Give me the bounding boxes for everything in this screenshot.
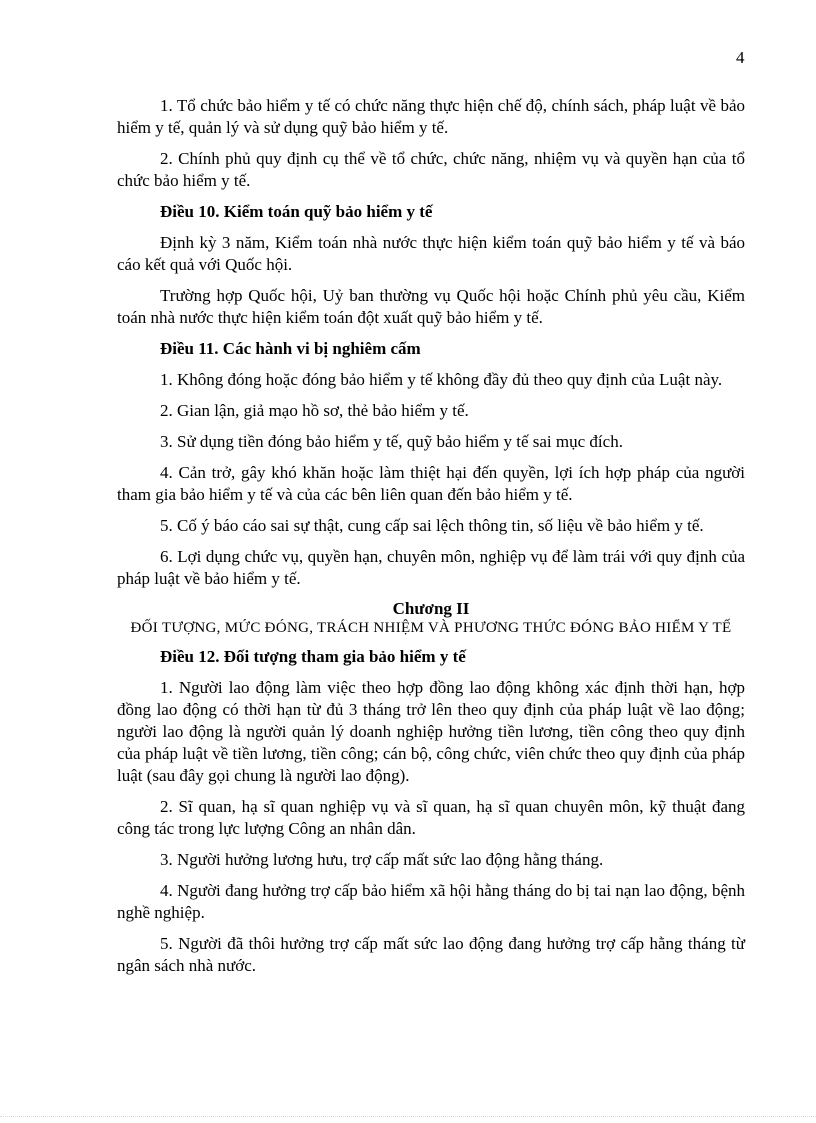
article-10-para-2: Trường hợp Quốc hội, Uỷ ban thường vụ Quốc hội hoặc Chính phủ yêu cầu, Kiểm toán nhà nước thực hiện kiểm toán đột xuất quỹ bảo hiểm y tế. <box>117 286 745 327</box>
article-10-para-1: Định kỳ 3 năm, Kiểm toán nhà nước thực hiện kiểm toán quỹ bảo hiểm y tế và báo cáo kết quả với Quốc hội. <box>117 233 745 274</box>
article-11-clause-6: 6. Lợi dụng chức vụ, quyền hạn, chuyên môn, nghiệp vụ để làm trái với quy định của pháp luật về bảo hiểm y tế. <box>117 547 745 588</box>
article-12-clause-4: 4. Người đang hưởng trợ cấp bảo hiểm xã hội hằng tháng do bị tai nạn lao động, bệnh nghề nghiệp. <box>117 881 745 922</box>
article-9-clause-1: 1. Tổ chức bảo hiểm y tế có chức năng thực hiện chế độ, chính sách, pháp luật về bảo hiểm y tế, quản lý và sử dụng quỹ bảo hiểm y tế. <box>117 96 745 137</box>
article-12-clause-1: 1. Người lao động làm việc theo hợp đồng lao động không xác định thời hạn, hợp đồng lao động có thời hạn từ đủ 3 tháng trở lên theo quy định của pháp luật về lao động; người lao động là người quản lý doanh nghiệp hưởng tiền lương, tiền công theo quy định của pháp luật về tiền lương, tiền công; cán bộ, công chức, viên chức theo quy định của pháp luật (sau đây gọi chung là người lao động). <box>117 678 745 785</box>
article-11-clause-5: 5. Cố ý báo cáo sai sự thật, cung cấp sai lệch thông tin, số liệu về bảo hiểm y tế. <box>160 516 704 535</box>
page-number: 4 <box>736 48 745 67</box>
article-11-heading: Điều 11. Các hành vi bị nghiêm cấm <box>160 339 421 358</box>
article-11-clause-2: 2. Gian lận, giả mạo hồ sơ, thẻ bảo hiểm y tế. <box>160 401 469 420</box>
article-12-clause-3: 3. Người hưởng lương hưu, trợ cấp mất sức lao động hằng tháng. <box>160 850 604 869</box>
article-11-clause-1: 1. Không đóng hoặc đóng bảo hiểm y tế không đầy đủ theo quy định của Luật này. <box>160 370 723 389</box>
article-10-heading: Điều 10. Kiểm toán quỹ bảo hiểm y tế <box>160 202 433 221</box>
article-12-clause-2: 2. Sĩ quan, hạ sĩ quan nghiệp vụ và sĩ quan, hạ sĩ quan chuyên môn, kỹ thuật đang công tác trong lực lượng Công an nhân dân. <box>117 797 745 838</box>
article-12-heading: Điều 12. Đối tượng tham gia bảo hiểm y tế <box>160 647 466 666</box>
page-bottom-divider <box>0 1116 816 1117</box>
article-11-clause-4: 4. Cản trở, gây khó khăn hoặc làm thiệt hại đến quyền, lợi ích hợp pháp của người tham gia bảo hiểm y tế và của các bên liên quan đến bảo hiểm y tế. <box>117 463 745 504</box>
article-11-clause-3: 3. Sử dụng tiền đóng bảo hiểm y tế, quỹ bảo hiểm y tế sai mục đích. <box>160 432 623 451</box>
article-12-clause-5: 5. Người đã thôi hưởng trợ cấp mất sức lao động đang hưởng trợ cấp hằng tháng từ ngân sách nhà nước. <box>117 934 745 975</box>
article-9-clause-2: 2. Chính phủ quy định cụ thể về tổ chức, chức năng, nhiệm vụ và quyền hạn của tổ chức bảo hiểm y tế. <box>117 149 745 190</box>
chapter-title: Chương II <box>392 599 470 618</box>
document-body <box>117 95 745 986</box>
chapter-subtitle: ĐỐI TƯỢNG, MỨC ĐÓNG, TRÁCH NHIỆM VÀ PHƯƠNG THỨC ĐÓNG BẢO HIỂM Y TẾ <box>130 620 732 636</box>
